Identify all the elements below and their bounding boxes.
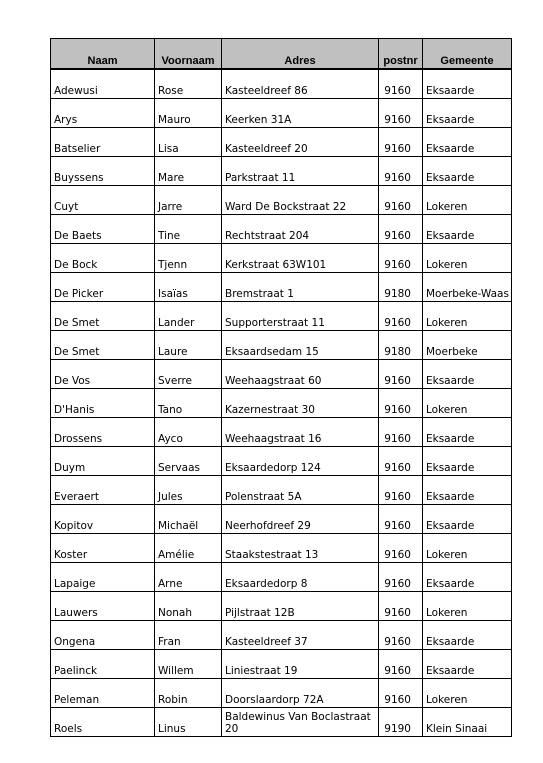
cell-naam: Lauwers (51, 592, 155, 621)
cell-adres: Parkstraat 11 (222, 157, 379, 186)
cell-naam: De Bock (51, 244, 155, 273)
cell-voornaam: Willem (155, 650, 222, 679)
table-row (51, 128, 512, 157)
cell-gemeente: Eksaarde (423, 418, 512, 447)
table-row (51, 563, 512, 592)
table-row (51, 244, 512, 273)
cell-voornaam: Arne (155, 563, 222, 592)
cell-gemeente: Lokeren (423, 534, 512, 563)
cell-gemeente: Eksaarde (423, 215, 512, 244)
table-row (51, 534, 512, 563)
cell-naam: Adewusi (51, 69, 155, 99)
cell-gemeente: Eksaarde (423, 128, 512, 157)
cell-gemeente: Klein Sinaai (423, 708, 512, 737)
cell-gemeente: Eksaarde (423, 447, 512, 476)
cell-adres: Bremstraat 1 (222, 273, 379, 302)
table-row (51, 302, 512, 331)
cell-naam: Roels (51, 708, 155, 737)
cell-gemeente: Eksaarde (423, 505, 512, 534)
table-row (51, 99, 512, 128)
cell-naam: Lapaige (51, 563, 155, 592)
header-naam: Naam (51, 39, 155, 70)
cell-naam: Paelinck (51, 650, 155, 679)
cell-voornaam: Laure (155, 331, 222, 360)
cell-naam: Peleman (51, 679, 155, 708)
header-row (51, 39, 512, 70)
cell-gemeente: Eksaarde (423, 99, 512, 128)
cell-adres: Doorslaardorp 72A (222, 679, 379, 708)
header-postnr: postnr (379, 39, 423, 70)
header-gemeente: Gemeente (423, 39, 512, 70)
cell-voornaam: Tjenn (155, 244, 222, 273)
table-row (51, 505, 512, 534)
cell-gemeente: Lokeren (423, 592, 512, 621)
table-row (51, 708, 512, 737)
cell-voornaam: Tano (155, 389, 222, 418)
table-row (51, 592, 512, 621)
cell-voornaam: Nonah (155, 592, 222, 621)
cell-naam: De Smet (51, 331, 155, 360)
cell-gemeente: Eksaarde (423, 621, 512, 650)
cell-naam: Duym (51, 447, 155, 476)
table-row (51, 418, 512, 447)
cell-postnr: 9160 (379, 592, 423, 621)
cell-gemeente: Lokeren (423, 244, 512, 273)
cell-postnr: 9180 (379, 273, 423, 302)
cell-adres: Liniestraat 19 (222, 650, 379, 679)
cell-gemeente: Eksaarde (423, 476, 512, 505)
table-row (51, 389, 512, 418)
cell-adres: Eksaardsedam 15 (222, 331, 379, 360)
cell-adres: Kerkstraat 63W101 (222, 244, 379, 273)
cell-adres: Supporterstraat 11 (222, 302, 379, 331)
cell-postnr: 9160 (379, 215, 423, 244)
cell-postnr: 9160 (379, 476, 423, 505)
cell-naam: De Smet (51, 302, 155, 331)
cell-gemeente: Lokeren (423, 186, 512, 215)
cell-postnr: 9160 (379, 244, 423, 273)
table-row (51, 679, 512, 708)
cell-adres: Eksaardedorp 8 (222, 563, 379, 592)
table-row (51, 447, 512, 476)
cell-voornaam: Mare (155, 157, 222, 186)
cell-adres: Staakstestraat 13 (222, 534, 379, 563)
cell-adres: Polenstraat 5A (222, 476, 379, 505)
cell-adres: Eksaardedorp 124 (222, 447, 379, 476)
cell-naam: De Vos (51, 360, 155, 389)
cell-postnr: 9180 (379, 331, 423, 360)
cell-adres: Kazernestraat 30 (222, 389, 379, 418)
cell-gemeente: Eksaarde (423, 650, 512, 679)
cell-voornaam: Tine (155, 215, 222, 244)
cell-gemeente: Eksaarde (423, 360, 512, 389)
cell-postnr: 9160 (379, 99, 423, 128)
cell-voornaam: Jarre (155, 186, 222, 215)
cell-adres: Kasteeldreef 86 (222, 69, 379, 99)
cell-postnr: 9160 (379, 360, 423, 389)
cell-postnr: 9160 (379, 69, 423, 99)
cell-adres: Neerhofdreef 29 (222, 505, 379, 534)
cell-voornaam: Jules (155, 476, 222, 505)
cell-gemeente: Lokeren (423, 679, 512, 708)
table-row (51, 157, 512, 186)
cell-adres: Kasteeldreef 20 (222, 128, 379, 157)
table-row (51, 476, 512, 505)
cell-voornaam: Isaïas (155, 273, 222, 302)
cell-gemeente: Eksaarde (423, 563, 512, 592)
table-row (51, 69, 512, 99)
table-row (51, 360, 512, 389)
cell-postnr: 9190 (379, 708, 423, 737)
cell-naam: Arys (51, 99, 155, 128)
cell-gemeente: Eksaarde (423, 69, 512, 99)
cell-postnr: 9160 (379, 389, 423, 418)
cell-voornaam: Linus (155, 708, 222, 737)
table-body (51, 69, 512, 737)
cell-voornaam: Lisa (155, 128, 222, 157)
cell-gemeente: Eksaarde (423, 157, 512, 186)
cell-adres: Baldewinus Van Boclastraat 20 (222, 708, 379, 737)
cell-adres: Ward De Bockstraat 22 (222, 186, 379, 215)
cell-gemeente: Moerbeke (423, 331, 512, 360)
table-row (51, 186, 512, 215)
cell-postnr: 9160 (379, 621, 423, 650)
cell-voornaam: Michaël (155, 505, 222, 534)
cell-naam: Kopitov (51, 505, 155, 534)
header-adres: Adres (222, 39, 379, 70)
cell-naam: Buyssens (51, 157, 155, 186)
cell-postnr: 9160 (379, 563, 423, 592)
table-row (51, 331, 512, 360)
cell-naam: Koster (51, 534, 155, 563)
cell-voornaam: Fran (155, 621, 222, 650)
cell-gemeente: Lokeren (423, 302, 512, 331)
cell-naam: Everaert (51, 476, 155, 505)
cell-postnr: 9160 (379, 679, 423, 708)
cell-adres: Keerken 31A (222, 99, 379, 128)
table-row (51, 215, 512, 244)
cell-voornaam: Ayco (155, 418, 222, 447)
cell-adres: Weehaagstraat 60 (222, 360, 379, 389)
cell-voornaam: Rose (155, 69, 222, 99)
header-voornaam: Voornaam (155, 39, 222, 70)
cell-voornaam: Sverre (155, 360, 222, 389)
cell-postnr: 9160 (379, 650, 423, 679)
cell-voornaam: Mauro (155, 99, 222, 128)
cell-adres: Pijlstraat 12B (222, 592, 379, 621)
cell-postnr: 9160 (379, 534, 423, 563)
cell-naam: Ongena (51, 621, 155, 650)
cell-voornaam: Amélie (155, 534, 222, 563)
cell-naam: D'Hanis (51, 389, 155, 418)
cell-naam: De Picker (51, 273, 155, 302)
table-row (51, 650, 512, 679)
cell-postnr: 9160 (379, 505, 423, 534)
cell-postnr: 9160 (379, 302, 423, 331)
cell-postnr: 9160 (379, 157, 423, 186)
table-row (51, 621, 512, 650)
cell-voornaam: Servaas (155, 447, 222, 476)
cell-naam: De Baets (51, 215, 155, 244)
address-table (50, 38, 512, 737)
cell-naam: Batselier (51, 128, 155, 157)
cell-adres: Weehaagstraat 16 (222, 418, 379, 447)
cell-postnr: 9160 (379, 447, 423, 476)
cell-adres: Kasteeldreef 37 (222, 621, 379, 650)
cell-postnr: 9160 (379, 128, 423, 157)
cell-postnr: 9160 (379, 418, 423, 447)
cell-adres: Rechtstraat 204 (222, 215, 379, 244)
cell-postnr: 9160 (379, 186, 423, 215)
table-row (51, 273, 512, 302)
cell-naam: Cuyt (51, 186, 155, 215)
cell-gemeente: Lokeren (423, 389, 512, 418)
cell-voornaam: Lander (155, 302, 222, 331)
cell-voornaam: Robin (155, 679, 222, 708)
cell-gemeente: Moerbeke-Waas (423, 273, 512, 302)
cell-naam: Drossens (51, 418, 155, 447)
